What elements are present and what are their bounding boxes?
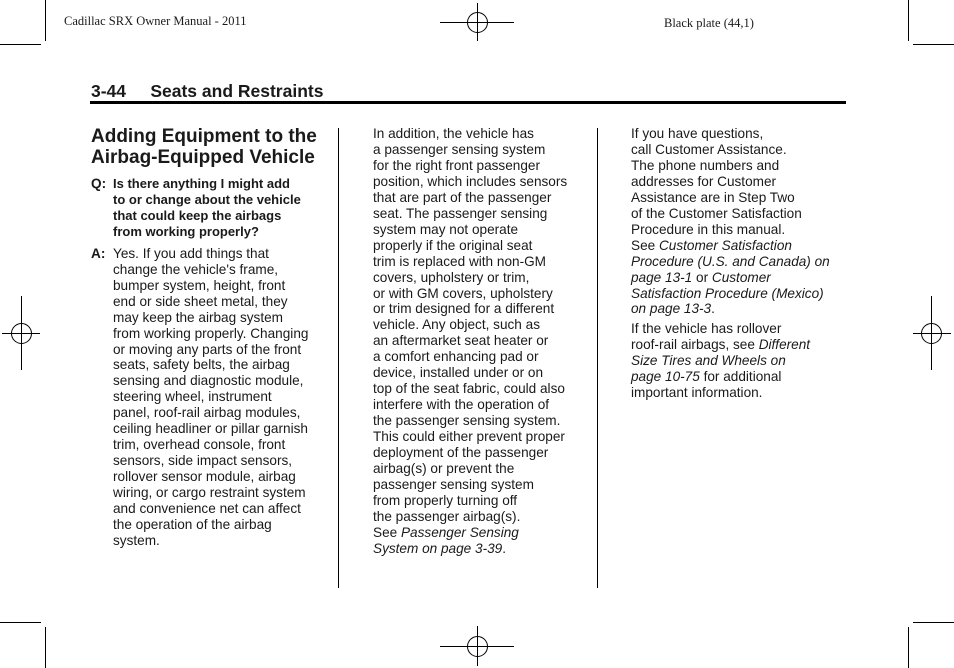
registration-mark-right	[913, 296, 951, 370]
answer-block	[91, 246, 331, 549]
cross-reference-link[interactable]: Customer	[711, 269, 771, 285]
cross-reference-link[interactable]: Procedure (U.S. and Canada) on	[631, 253, 830, 269]
cross-reference-link[interactable]: Different	[758, 337, 811, 353]
passenger-sensing-paragraph: In addition, the vehicle has a passenger sensing system for the right front passenger position, which includes sensors that are part of the passenger seat. The passenger sensing system may not operate properly if the original seat trim is replaced with non-GM covers, upholstery or trim, or with GM covers, upholstery or trim designed for a different vehicle. Any object, such as an aftermarket seat heater or a comfort enhancing pad or device, installed under or on top of the seat fabric, could also interfere with the operation of the passenger sensing system. This could either prevent proper deployment of the passenger airbag(s) or prevent the passenger sensing system from properly turning off the passenger airbag(s). See Passenger Sensing System on page 3-39.	[373, 126, 568, 556]
cross-reference-link[interactable]: Satisfaction Procedure (Mexico)	[631, 285, 824, 301]
question-block	[91, 176, 331, 240]
page-number: 3-44	[91, 81, 127, 101]
crop-mark	[0, 622, 41, 623]
questions-paragraph: If you have questions, call Customer Assistance. The phone numbers and addresses for Customer Assistance are in Step Two of the Customer Satisfaction Procedure in this manual. See Customer Satisfaction Procedure (U.S. and Canada) on page 13-1 or Customer Satisfaction Procedure (Mexico) on page 13-3.	[631, 126, 830, 317]
cross-reference-link[interactable]: Customer Satisfaction	[658, 237, 792, 253]
column-2	[373, 126, 588, 557]
cross-reference-link[interactable]: Size Tires and Wheels on	[631, 353, 786, 369]
registration-mark-bottom	[440, 626, 514, 666]
cross-reference-link[interactable]: on page 13-3	[631, 301, 712, 317]
answer-label: A:	[91, 245, 106, 261]
article-title: Adding Equipment to the Airbag-Equipped Vehicle	[91, 126, 317, 168]
cross-reference-link[interactable]: page 13-1	[631, 269, 693, 285]
column-divider	[338, 128, 339, 588]
print-header-plate: Black plate (44,1)	[664, 16, 754, 30]
crop-mark	[45, 627, 46, 668]
section-heading	[91, 81, 323, 102]
section-rule	[90, 101, 846, 104]
crop-mark	[908, 0, 909, 41]
answer-text: Yes. If you add things that change the vehicle's frame, bumper system, height, front end or side sheet metal, they may keep the airbag system from working properly. Changing or moving any parts of the front seats, safety belts, the airbag sensing and diagnostic module, steering wheel, instrument panel, roof-rail airbag modules, ceiling headliner or pillar garnish trim, overhead console, front sensors, side impact sensors, rollover sensor module, airbag wiring, or cargo restraint system and convenience net can affect the operation of the airbag system.	[113, 245, 309, 548]
question-label: Q:	[91, 176, 107, 191]
print-header-title: Cadillac SRX Owner Manual - 2011	[64, 14, 247, 28]
crop-mark	[913, 44, 954, 45]
column-1	[91, 126, 331, 549]
crop-mark	[908, 627, 909, 668]
crop-mark	[45, 0, 46, 41]
question-text: Is there anything I might add to or change about the vehicle that could keep the airbags from working properly?	[113, 176, 301, 239]
section-title: Seats and Restraints	[150, 81, 324, 101]
column-divider	[597, 128, 598, 588]
registration-mark-top	[440, 3, 514, 41]
column-3	[631, 126, 851, 401]
cross-reference-link[interactable]: page 10-75	[631, 369, 700, 385]
registration-mark-left	[2, 296, 40, 370]
cross-reference-link[interactable]: System on page 3-39	[373, 540, 503, 556]
cross-reference-link[interactable]: Passenger Sensing	[400, 524, 519, 540]
crop-mark	[913, 622, 954, 623]
rollover-paragraph: If the vehicle has rollover roof-rail airbags, see Different Size Tires and Wheels on page 10-75 for additional important information.	[631, 321, 811, 401]
crop-mark	[0, 44, 41, 45]
